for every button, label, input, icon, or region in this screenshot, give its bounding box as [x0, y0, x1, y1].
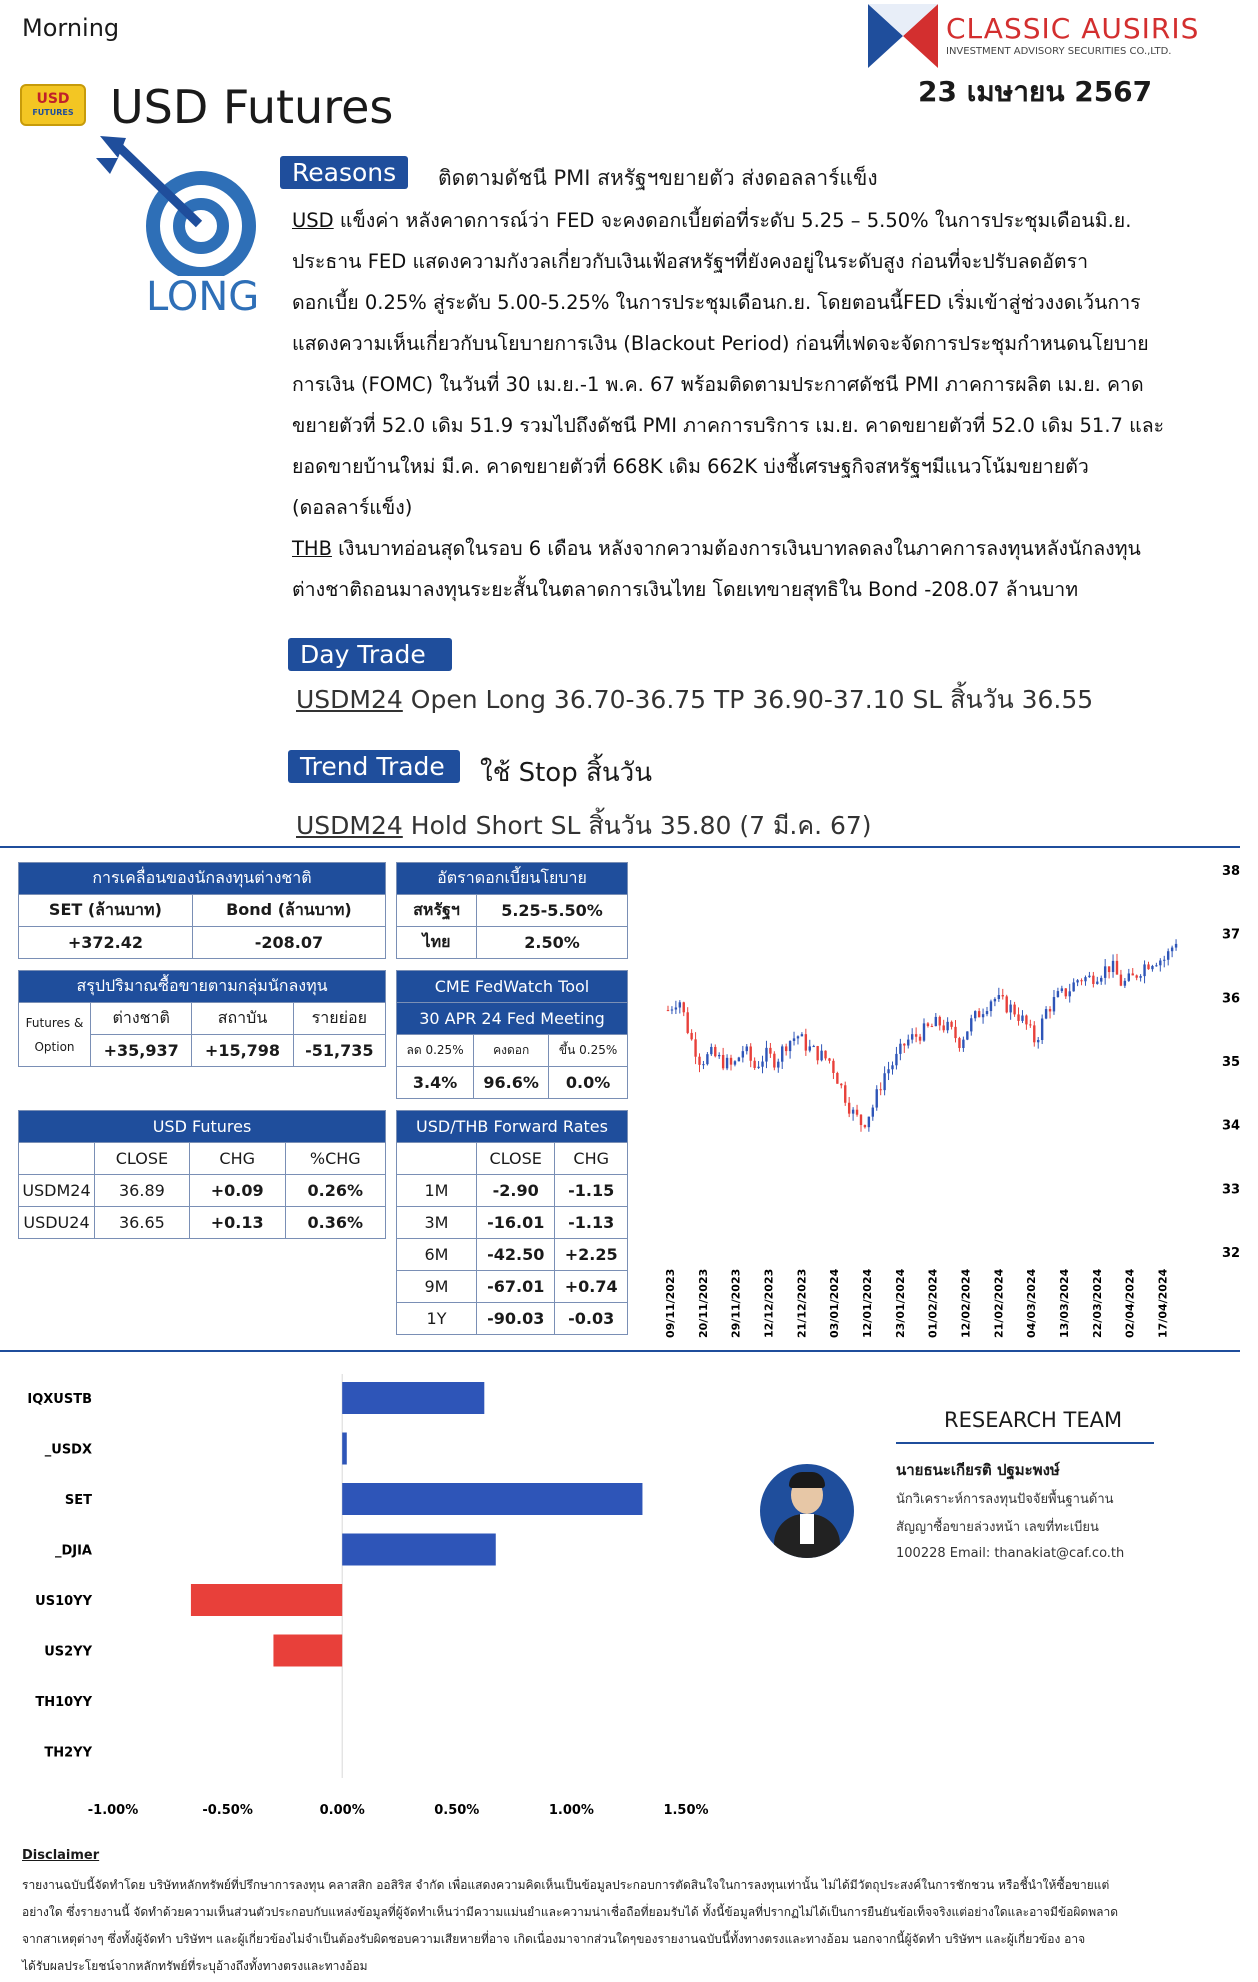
- usd-futures-candlestick-chart: [650, 858, 1250, 1358]
- table-row: 6M -42.50 +2.25: [397, 1239, 628, 1271]
- analyst-contact: 100228 Email: thanakiat@caf.co.th: [896, 1546, 1125, 1561]
- candle-body: [832, 1061, 834, 1073]
- table-row: 1Y -90.03 -0.03: [397, 1303, 628, 1335]
- category-label: TH2YY: [44, 1745, 92, 1761]
- category-label: US2YY: [44, 1644, 92, 1660]
- x-tick-label: 1.00%: [548, 1803, 594, 1818]
- day-trade-line: USDM24 Open Long 36.70-36.75 TP 36.90-37.10 SL สิ้นวัน 36.55: [296, 685, 1094, 714]
- candle-body: [1139, 976, 1141, 978]
- x-tick-label: 1.50%: [663, 1803, 709, 1818]
- section-divider-bottom: [0, 1350, 1240, 1352]
- candle-body: [1002, 995, 1004, 996]
- x-tick-label: 29/11/2023: [729, 1268, 743, 1338]
- trend-trade-symbol: USDM24: [296, 811, 403, 840]
- table-row: 3M -16.01 -1.13: [397, 1207, 628, 1239]
- candle-body: [942, 1025, 944, 1030]
- candle-body: [1080, 980, 1082, 981]
- y-tick-label: 32: [1222, 1246, 1241, 1261]
- candle-body: [1009, 1005, 1011, 1013]
- y-tick-label: 33: [1222, 1182, 1241, 1198]
- x-tick-label: 21/12/2023: [795, 1268, 809, 1338]
- candle-body: [1053, 997, 1055, 1011]
- category-label: _DJIA: [54, 1543, 92, 1559]
- candle-body: [667, 1010, 669, 1011]
- analyst-role: นักวิเคราะห์การลงทุนปัจจัยพื้นฐานด้าน: [896, 1492, 1114, 1507]
- candle-body: [1033, 1025, 1035, 1042]
- candle-body: [1104, 966, 1106, 978]
- candle-body: [1171, 948, 1173, 952]
- x-tick-label: 22/03/2024: [1090, 1268, 1104, 1338]
- bar: [342, 1483, 642, 1515]
- candle-body: [970, 1018, 972, 1031]
- candle-body: [765, 1048, 767, 1062]
- candle-body: [828, 1058, 830, 1060]
- candle-body: [671, 1010, 673, 1011]
- candle-body: [864, 1125, 866, 1127]
- trend-trade-label: Trend Trade: [288, 750, 460, 783]
- candle-body: [1049, 1009, 1051, 1011]
- y-tick-label: 36: [1222, 991, 1241, 1007]
- candle-body: [1128, 973, 1130, 980]
- avatar-shirt: [800, 1514, 814, 1544]
- usd-futures-logo: USD FUTURES: [20, 84, 86, 126]
- table-row: USDU24 36.65 +0.13 0.36%: [19, 1207, 386, 1239]
- candle-body: [1029, 1024, 1031, 1025]
- day-trade-symbol: USDM24: [296, 685, 403, 714]
- x-tick-label: 04/03/2024: [1025, 1268, 1039, 1338]
- bar: [342, 1534, 496, 1566]
- candle-body: [1088, 976, 1090, 977]
- analyst-name: นายธนะเกียรติ ปฐมะพงษ์: [896, 1461, 1060, 1479]
- candle-body: [710, 1047, 712, 1054]
- investor-summary-table: สรุปปริมาณซื้อขายตามกลุ่มนักลงทุน Futures & Option ต่างชาติ สถาบัน รายย่อย +35,937 +15,798 -51,735: [18, 970, 386, 1067]
- candle-body: [777, 1062, 779, 1068]
- candle-body: [1025, 1016, 1027, 1025]
- section-divider-top: [0, 846, 1240, 848]
- candle-body: [1163, 960, 1165, 961]
- candle-body: [734, 1061, 736, 1064]
- candle-body: [805, 1034, 807, 1050]
- candle-body: [730, 1058, 732, 1065]
- candle-body: [793, 1038, 795, 1041]
- market-change-bar-chart: [0, 1360, 720, 1830]
- candle-body: [915, 1034, 917, 1037]
- candle-body: [781, 1046, 783, 1061]
- research-divider: [896, 1442, 1154, 1444]
- candle-body: [911, 1034, 913, 1039]
- candle-body: [1017, 1014, 1019, 1020]
- candle-body: [958, 1038, 960, 1048]
- candle-body: [978, 1011, 980, 1017]
- candle-body: [1143, 964, 1145, 976]
- candle-body: [923, 1023, 925, 1040]
- candle-body: [844, 1085, 846, 1102]
- table-row: 1M -2.90 -1.15: [397, 1175, 628, 1207]
- x-tick-label: 0.00%: [319, 1803, 365, 1818]
- candle-body: [1065, 988, 1067, 996]
- candle-body: [1021, 1016, 1023, 1021]
- x-tick-label: 0.50%: [434, 1803, 480, 1818]
- candle-body: [1041, 1019, 1043, 1040]
- candle-body: [1092, 976, 1094, 984]
- candle-body: [1120, 975, 1122, 986]
- candle-body: [816, 1046, 818, 1060]
- avatar-hair: [789, 1472, 825, 1488]
- forward-rates-table: USD/THB Forward Rates CLOSE CHG 1M -2.90 -1.15 3M -16.01 -1.13 6M -42.50 +2.25 9M -67.01 +0.74 1Y -90.03 -0.03: [396, 1110, 628, 1335]
- category-label: IQXUSTB: [27, 1392, 92, 1407]
- candle-body: [919, 1037, 921, 1041]
- candle-body: [1124, 981, 1126, 986]
- candle-body: [899, 1044, 901, 1054]
- report-date: 23 เมษายน 2567: [918, 75, 1153, 108]
- candle-body: [1108, 966, 1110, 972]
- candle-body: [907, 1040, 909, 1046]
- candle-body: [1045, 1009, 1047, 1018]
- candle-body: [785, 1046, 787, 1051]
- candle-body: [836, 1073, 838, 1084]
- candle-body: [683, 1002, 685, 1012]
- classic-ausiris-logo: [868, 4, 938, 68]
- candle-body: [860, 1115, 862, 1125]
- y-tick-label: 38: [1222, 864, 1241, 879]
- candle-body: [679, 1002, 681, 1007]
- candle-body: [1147, 964, 1149, 969]
- candle-body: [883, 1073, 885, 1090]
- candle-body: [773, 1054, 775, 1068]
- candle-body: [986, 1011, 988, 1014]
- brand-name: CLASSIC AUSIRIS: [946, 12, 1200, 45]
- candle-body: [797, 1036, 799, 1038]
- reasons-body: USD แข็งค่า หลังคาดการณ์ว่า FED จะคงดอกเบี้ยต่อที่ระดับ 5.25 – 5.50% ในการประชุมเดือนมิ.ย. ประธาน FED แสดงความกังวลเกี่ยวกับเงินเฟ้อสหรัฐฯที่ยังคงอยู่ในระดับสูง ก่อนที่จะปรับลดอัตรา ดอกเบี้ย 0.25% สู่ระดับ 5.00-5.25% ในการประชุมเดือนก.ย. โดยตอนนี้FED เริ่มเข้าสู่ช่วงงดเว้นการ แสดงความเห็นเกี่ยวกับนโยบายการเงิน (Blackout Period) ก่อนที่เฟดจะจัดการประชุมกำหนดนโยบาย การเงิน (FOMC) ในวันที่ 30 เม.ย.-1 พ.ค. 67 พร้อมติดตามประกาศดัชนี PMI ภาคการผลิต เม.ย. คาด ขยายตัวที่ 52.0 เดิม 51.9 รวมไปถึงดัชนี PMI ภาคการบริการ เม.ย. คาดขยายตัวที่ 52.0 เดิม 51.7 และ ยอดขายบ้านใหม่ มี.ค. คาดขยายตัวที่ 668K เดิม 662K บ่งชี้เศรษฐกิจสหรัฐฯมีแนวโน้มขยายตัว (ดอลลาร์แข็ง) THB เงินบาทอ่อนสุดในรอบ 6 เดือน หลังจากความต้องการเงินบาทลดลงในภาคการลงทุนหลังนักลงทุน ต่างชาติถอนมาลงทุนระยะสั้นในตลาดการเงินไทย โดยเทขายสุทธิใน Bond -208.07 ล้านบาท: [292, 209, 1165, 601]
- x-tick-label: 21/02/2024: [992, 1268, 1006, 1338]
- candle-body: [1006, 996, 1008, 1012]
- candle-body: [891, 1065, 893, 1069]
- disclaimer-body: รายงานฉบับนี้จัดทำโดย บริษัทหลักทรัพย์ที่ปรึกษาการลงทุน คลาสสิก ออสิริส จำกัด เพื่อแสดงความคิดเห็นเป็นข้อมูลประกอบการตัดสินใจในการลงทุนเท่านั้น ไม่ได้มีวัตถุประสงค์ในการชักชวน หรือชี้นำให้ซื้อขายแต่ อย่างใด ซึ่งรายงานนี้ จัดทำด้วยความเห็นส่วนตัวประกอบกับแหล่งข้อมูลที่ผู้จัดทำเห็นว่ามีความแม่นยำและความน่าเชื่อถือที่ยอมรับได้ ทั้งนี้ข้อมูลที่ปรากฏไม่ได้เป็นการยืนยันข้อเท็จจริงแต่อย่างใดและอาจมีข้อผิดพลาด จากสาเหตุต่างๆ ซึ่งทั้งผู้จัดทำ บริษัทฯ และผู้เกี่ยวข้องไม่จำเป็นต้องรับผิดชอบความเสียหายที่อาจ เกิดเนื่องมาจากส่วนใดๆของรายงานฉบับนี้ทั้งทางตรงและทางอ้อม นอกจากนี้ผู้จัดทำ บริษัทฯ และผู้เกี่ยวข้อง อาจ ได้รับผลประโยชน์จากหลักทรัพย์ที่ระบุอ้างถึงทั้งทางตรงและทางอ้อม: [22, 1878, 1118, 1973]
- candle-body: [706, 1054, 708, 1064]
- candle-body: [1072, 982, 1074, 991]
- candle-body: [935, 1017, 937, 1026]
- candle-body: [742, 1051, 744, 1057]
- fedwatch-table: CME FedWatch Tool 30 APR 24 Fed Meeting ลด 0.25% คงดอก ขึ้น 0.25% 3.4% 96.6% 0.0%: [396, 970, 628, 1099]
- candle-body: [954, 1027, 956, 1038]
- candle-body: [868, 1117, 870, 1127]
- candle-body: [1116, 961, 1118, 975]
- candle-body: [820, 1051, 822, 1061]
- bar: [273, 1635, 342, 1667]
- bar: [342, 1433, 347, 1465]
- candle-body: [1132, 973, 1134, 975]
- avatar: [760, 1464, 854, 1558]
- bar: [342, 1382, 484, 1414]
- candle-body: [1076, 980, 1078, 982]
- candle-body: [966, 1031, 968, 1039]
- candle-body: [698, 1057, 700, 1065]
- foreign-flow-table: การเคลื่อนของนักลงทุนต่างชาติ SET (ล้านบาท) Bond (ล้านบาท) +372.42 -208.07: [18, 862, 386, 959]
- candle-body: [714, 1047, 716, 1056]
- candle-body: [750, 1047, 752, 1061]
- candle-body: [876, 1089, 878, 1107]
- candle-body: [769, 1048, 771, 1054]
- research-team-title: RESEARCH TEAM: [944, 1408, 1123, 1432]
- candle-body: [887, 1069, 889, 1073]
- disclaimer-title: Disclaimer: [22, 1848, 100, 1863]
- candle-body: [852, 1110, 854, 1114]
- candle-body: [746, 1047, 748, 1052]
- candle-body: [813, 1046, 815, 1047]
- candle-body: [1100, 978, 1102, 982]
- candle-body: [694, 1039, 696, 1056]
- trend-trade-line: USDM24 Hold Short SL สิ้นวัน 35.80 (7 มี.ค. 67): [296, 811, 872, 840]
- candle-body: [738, 1057, 740, 1061]
- x-tick-label: -1.00%: [87, 1803, 139, 1818]
- category-label: _USDX: [44, 1442, 92, 1458]
- x-tick-label: -0.50%: [202, 1803, 253, 1818]
- page-title: USD Futures: [110, 80, 394, 134]
- x-tick-label: 09/11/2023: [664, 1268, 677, 1338]
- candle-body: [702, 1064, 704, 1065]
- candle-body: [895, 1054, 897, 1065]
- policy-rate-table: อัตราดอกเบี้ยนโยบาย สหรัฐฯ 5.25-5.50% ไทย 2.50%: [396, 862, 628, 959]
- reasons-headline: ติดตามดัชนี PMI สหรัฐฯขยายตัว ส่งดอลลาร์แข็ง: [438, 166, 878, 190]
- candle-body: [856, 1110, 858, 1115]
- x-tick-label: 13/03/2024: [1058, 1268, 1071, 1338]
- candle-body: [990, 1001, 992, 1011]
- candle-body: [1159, 961, 1161, 966]
- x-tick-label: 03/01/2024: [828, 1268, 842, 1338]
- category-label: US10YY: [35, 1594, 92, 1609]
- signal-long: LONG: [146, 274, 260, 320]
- table-row: 9M -67.01 +0.74: [397, 1271, 628, 1303]
- x-tick-label: 02/04/2024: [1123, 1268, 1137, 1338]
- candle-body: [1037, 1040, 1039, 1042]
- candle-body: [809, 1046, 811, 1050]
- candle-body: [982, 1014, 984, 1017]
- candle-body: [1084, 977, 1086, 981]
- candle-body: [998, 995, 1000, 999]
- x-tick-label: 20/11/2023: [696, 1268, 710, 1338]
- reasons-label: Reasons: [280, 156, 408, 189]
- candle-body: [761, 1062, 763, 1067]
- day-trade-label: Day Trade: [288, 638, 452, 671]
- candle-body: [1069, 991, 1071, 996]
- candle-body: [1057, 991, 1059, 997]
- candle-body: [879, 1089, 881, 1090]
- candle-body: [946, 1022, 948, 1030]
- x-tick-label: 12/12/2023: [762, 1268, 776, 1338]
- table-row: USDM24 36.89 +0.09 0.26%: [19, 1175, 386, 1207]
- trend-trade-note: ใช้ Stop สิ้นวัน: [480, 758, 652, 788]
- candle-body: [840, 1084, 842, 1086]
- candle-body: [789, 1041, 791, 1051]
- candle-body: [726, 1058, 728, 1068]
- candle-body: [962, 1040, 964, 1048]
- candle-body: [1061, 988, 1063, 991]
- candle-body: [1135, 975, 1137, 977]
- candle-body: [686, 1012, 688, 1033]
- candle-body: [675, 1007, 677, 1009]
- morning-label: Morning: [22, 14, 120, 42]
- candle-body: [1175, 944, 1177, 948]
- candle-body: [722, 1055, 724, 1068]
- candle-body: [753, 1061, 755, 1068]
- usd-futures-table: USD Futures CLOSE CHG %CHG USDM24 36.89 +0.09 0.26% USDU24 36.65 +0.13 0.36%: [18, 1110, 386, 1239]
- target-icon: [96, 136, 266, 276]
- category-label: SET: [64, 1493, 92, 1508]
- candle-body: [1112, 961, 1114, 972]
- candle-body: [974, 1011, 976, 1018]
- x-tick-label: 12/01/2024: [861, 1268, 874, 1338]
- x-tick-label: 23/01/2024: [893, 1268, 907, 1338]
- x-tick-label: 12/02/2024: [959, 1268, 973, 1338]
- candle-body: [994, 999, 996, 1001]
- bar: [191, 1584, 342, 1616]
- thb-tag: THB: [292, 537, 332, 560]
- category-label: TH10YY: [35, 1695, 92, 1710]
- usd-tag: USD: [292, 209, 334, 232]
- x-tick-label: 01/02/2024: [926, 1268, 940, 1338]
- candle-body: [801, 1034, 803, 1036]
- candle-body: [1013, 1005, 1015, 1015]
- candle-body: [718, 1055, 720, 1056]
- candle-body: [927, 1023, 929, 1026]
- candle-body: [1155, 965, 1157, 966]
- candle-body: [757, 1067, 759, 1068]
- candle-body: [824, 1051, 826, 1059]
- candle-body: [872, 1108, 874, 1117]
- analyst-role-2: สัญญาซื้อขายล่วงหน้า เลขที่ทะเบียน: [896, 1520, 1099, 1535]
- candle-body: [1167, 951, 1169, 960]
- candle-body: [939, 1017, 941, 1026]
- y-tick-label: 37: [1222, 927, 1241, 943]
- candle-body: [848, 1103, 850, 1114]
- candle-body: [1151, 966, 1153, 969]
- candle-body: [931, 1026, 933, 1027]
- brand-subtitle: INVESTMENT ADVISORY SECURITIES CO.,LTD.: [946, 46, 1172, 57]
- y-tick-label: 35: [1222, 1055, 1241, 1070]
- candle-body: [903, 1044, 905, 1046]
- candle-body: [950, 1022, 952, 1027]
- x-tick-label: 17/04/2024: [1156, 1268, 1170, 1338]
- candle-body: [690, 1033, 692, 1039]
- candle-body: [1096, 982, 1098, 984]
- y-tick-label: 34: [1222, 1118, 1241, 1134]
